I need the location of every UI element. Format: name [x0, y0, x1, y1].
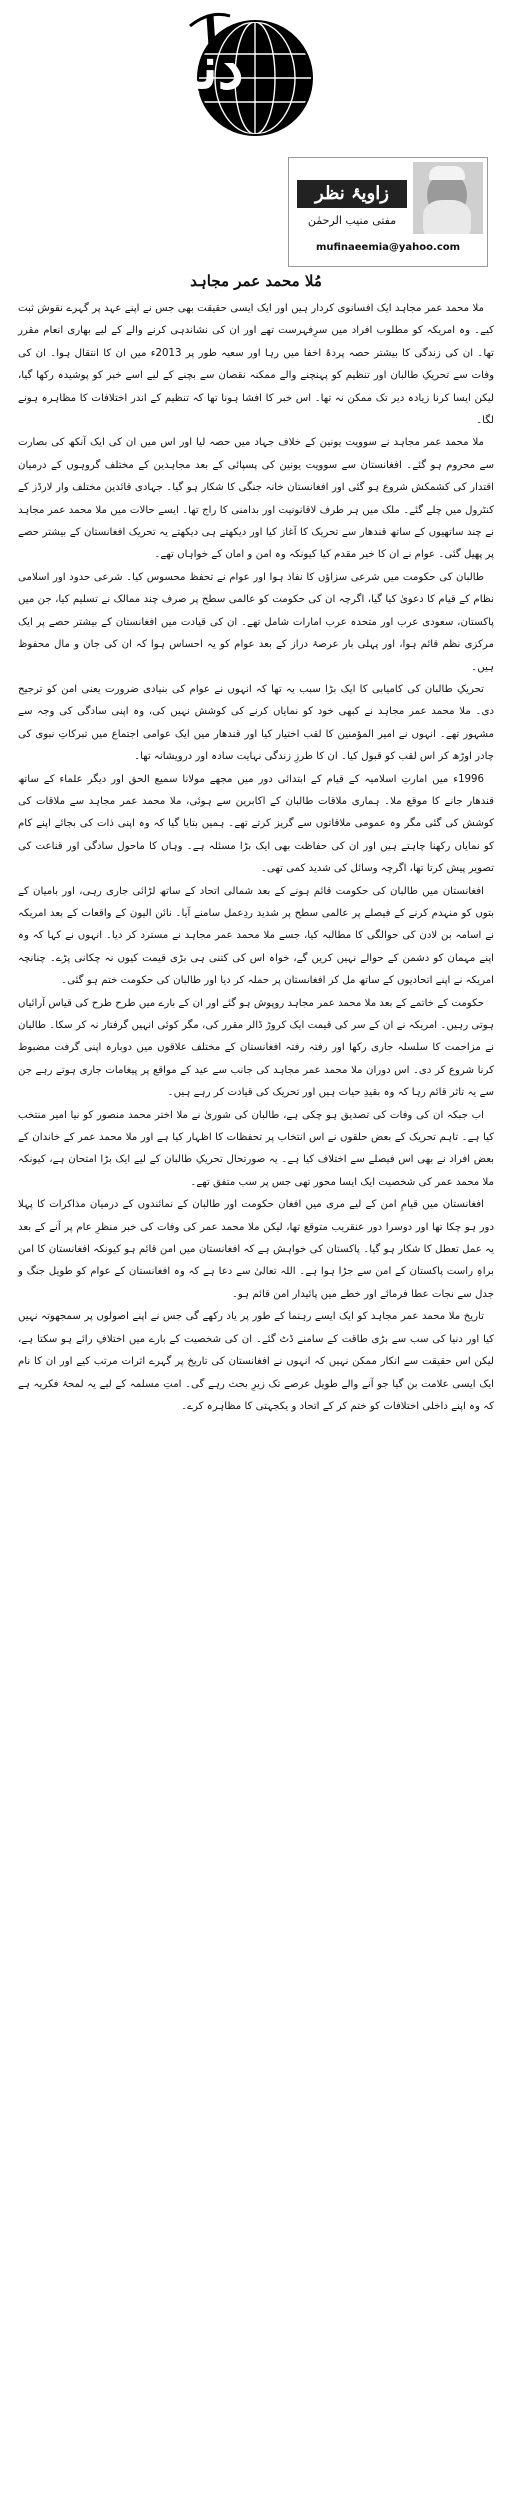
- masthead: [0, 0, 512, 150]
- author-email[interactable]: mufinaeemia@yahoo.com: [315, 242, 461, 253]
- author-photo: [413, 162, 483, 234]
- paragraph: افغانستان میں قیامِ امن کے لیے مری میں افغان حکومت اور طالبان کے نمائندوں کے درمیان مذاکرات کا پہلا دور ہو چکا تھا اور دوسرا دور عنقریب متوقع تھا، لیکن ملا محمد عمر کی وفات کی خبر منظرِ عام پر آنے کے بعد یہ عمل تعطل کا شکار ہو گیا۔ پاکستان کی خواہش ہے کہ افغانستان میں امن قائم ہو کیونکہ افغانستان کا امن براہِ راست پاکستان کے امن سے جڑا ہوا ہے۔ اللہ تعالیٰ سے دعا ہے کہ وہ افغانستان کے عوام کو طویل جنگ و جدل سے نجات عطا فرمائے اور خطے میں پائیدار امن قائم ہو۔: [18, 1199, 494, 1300]
- paragraph: تاریخ ملا محمد عمر مجاہد کو ایک ایسے رہنما کے طور پر یاد رکھے گی جس نے اپنے اصولوں پر سمجھوتہ نہیں کیا اور دنیا کی سب سے بڑی طاقت کے سامنے ڈٹ گئے۔ ان کی شخصیت کے بارے میں اختلافِ رائے ہو سکتا ہے، لیکن اس حقیقت سے انکار ممکن نہیں کہ انہوں نے افغانستان کی تاریخ پر گہرے اثرات مرتب کیے اور ان کا نام ایک ایسی علامت بن گیا جو آنے والے طویل عرصے تک زیرِ بحث رہے گی۔ امتِ مسلمہ کے لیے یہ لمحۂ فکریہ ہے کہ وہ اپنے داخلی اختلافات کو ختم کر کے اتحاد و یکجہتی کا مظاہرہ کرے۔: [18, 1311, 494, 1412]
- paragraph: طالبان کی حکومت میں شرعی سزاؤں کا نفاذ ہوا اور عوام نے تحفظ محسوس کیا۔ شرعی حدود اور اسلامی نظام کے قیام کا دعویٰ کیا گیا، اگرچہ ان کی حکومت کو عالمی سطح پر صرف چند ممالک نے تسلیم کیا، جن میں پاکستان، سعودی عرب اور متحدہ عرب امارات شامل تھے۔ ان کی قیادت میں افغانستان کے بیشتر حصے پر ایک مرکزی نظم قائم ہوا، اور پہلی بار عرصۂ دراز کے بعد عوام کو یہ احساس ہوا کہ ان کی جان و مال محفوظ ہیں۔: [18, 571, 494, 673]
- column-header: [288, 157, 488, 267]
- paragraph: تحریکِ طالبان کی کامیابی کا ایک بڑا سبب یہ تھا کہ انہوں نے عوام کی بنیادی ضرورت یعنی امن کو ترجیح دی۔ ملا محمد عمر مجاہد نے کبھی خود کو نمایاں کرنے کی کوشش نہیں کی، وہ اپنی سادگی کی وجہ سے مشہور تھے۔ انہوں نے امیر المؤمنین کا لقب اختیار کیا اور قندھار میں ایک عوامی اجتماع میں تبرکاتِ نبوی کی چادر اوڑھ کر اس لقب کو قبول کیا۔ ان کا طرزِ زندگی نہایت سادہ اور درویشانہ تھا۔: [18, 683, 494, 763]
- logo-text: دنیا: [166, 34, 244, 102]
- author-name: مفتی منیب الرحمٰن: [307, 214, 397, 227]
- article-body: [18, 298, 494, 1418]
- column-name: زاویۂ نظر: [297, 180, 407, 208]
- paragraph: ملا محمد عمر مجاہد نے سوویت یونین کے خلاف جہاد میں حصہ لیا اور اس میں ان کی ایک آنکھ کی بصارت سے محروم ہو گئے۔ افغانستان سے سوویت یونین کی پسپائی کے بعد مجاہدین کے مختلف گروہوں کے درمیان اقتدار کی کشمکش شروع ہو گئی اور افغانستان خانہ جنگی کا شکار ہو گیا۔ جہادی قائدین مختلف وار لارڈز کے کنٹرول میں چلے گئے۔ ملک میں ہر طرف لاقانونیت اور بدامنی کا راج تھا۔ ایسے حالات میں ملا محمد عمر مجاہد نے چند ساتھیوں کے ساتھ قندھار سے تحریک کا آغاز کیا اور دیکھتے ہی دیکھتے یہ تحریک افغانستان کے بیشتر حصے پر پھیل گئی۔ عوام نے ان کا خیر مقدم کیا کیونکہ وہ امن و امان کے خواہاں تھے۔: [18, 437, 494, 561]
- paragraph: حکومت کے خاتمے کے بعد ملا محمد عمر مجاہد روپوش ہو گئے اور ان کے بارے میں طرح طرح کی قیاس آرائیاں ہوتی رہیں۔ امریکہ نے ان کے سر کی قیمت ایک کروڑ ڈالر مقرر کی، مگر کوئی انہیں گرفتار نہ کر سکا۔ طالبان نے مزاحمت کا سلسلہ جاری رکھا اور رفتہ رفتہ افغانستان کے مختلف علاقوں میں دوبارہ اپنی گرفت مضبوط کرنا شروع کر دی۔ اس دوران ملا محمد عمر مجاہد کی جانب سے عید کے مواقع پر پیغامات جاری ہوتے رہے جن سے یہ تاثر قائم رہا کہ وہ بقیدِ حیات ہیں اور تحریک کی قیادت کر رہے ہیں۔: [18, 997, 494, 1099]
- paragraph: اب جبکہ ان کی وفات کی تصدیق ہو چکی ہے، طالبان کی شوریٰ نے ملا اختر محمد منصور کو نیا امیر منتخب کیا ہے۔ تاہم تحریک کے بعض حلقوں نے اس انتخاب پر تحفظات کا اظہار کیا ہے اور ملا محمد عمر کے خاندان کے بعض افراد نے بھی اس فیصلے سے اختلاف کیا ہے۔ یہ صورتحال تحریکِ طالبان کے لیے ایک بڑا امتحان ہے، کیونکہ ملا محمد عمر کی شخصیت ایک ایسا محور تھی جس پر سب متفق تھے۔: [18, 1109, 494, 1188]
- paragraph: افغانستان میں طالبان کی حکومت قائم ہونے کے بعد شمالی اتحاد کے ساتھ لڑائی جاری رہی، اور بامیان کے بتوں کو منہدم کرنے کے فیصلے پر عالمی سطح پر شدید ردِعمل سامنے آیا۔ نائن الیون کے واقعات کے بعد امریکہ نے اسامہ بن لادن کی حوالگی کا مطالبہ کیا، جسے ملا محمد عمر مجاہد نے مسترد کر دیا۔ انہوں نے کہا کہ وہ اپنے مہمان کو دشمن کے حوالے نہیں کریں گے، خواہ اس کی کتنی ہی بڑی قیمت کیوں نہ چکانی پڑے۔ چنانچہ امریکہ نے اپنے اتحادیوں کے ساتھ مل کر افغانستان پر حملہ کر دیا اور طالبان کی حکومت ختم ہو گئی۔: [18, 885, 494, 987]
- paragraph: 1996ء میں امارتِ اسلامیہ کے قیام کے ابتدائی دور میں مجھے مولانا سمیع الحق اور دیگر علماء کے ساتھ قندھار جانے کا موقع ملا۔ ہماری ملاقات طالبان کے اکابرین سے ہوئی، ملا محمد عمر مجاہد سے ملاقات کی کوشش کی گئی مگر وہ عمومی ملاقاتوں سے گریز کرتے تھے۔ ہمیں بتایا گیا کہ وہ اپنی ذات کی بجائے اپنے کام کو نمایاں رکھنا چاہتے ہیں اور ان کی حفاظت بھی ایک بڑا مسئلہ ہے۔ وہاں کا ماحول سادگی اور قناعت کی تصویر پیش کرتا تھا، اگرچہ وسائل کی شدید کمی تھی۔: [18, 773, 494, 875]
- article-headline: مُلا محمد عمر مجاہد: [190, 272, 322, 290]
- paragraph: ملا محمد عمر مجاہد ایک افسانوی کردار ہیں اور ایک ایسی حقیقت بھی جس نے اپنے عہد پر گہرے نقوش ثبت کیے۔ وہ امریکہ کو مطلوب افراد میں سرِفہرست تھے اور ان کی نشاندہی کرنے والے کے لیے بھاری انعام مقرر تھا۔ ان کی زندگی کا بیشتر حصہ پردۂ اخفا میں رہا اور سعیہ طور پر 2013ء میں ان کا انتقال ہوا۔ ان کی وفات سے تحریکِ طالبان اور تنظیم کو پہنچنے والے ممکنہ نقصان سے بچنے کے لیے اسے خبر کو پوشیدہ رکھا گیا، لیکن ایسا کرنا زیادہ دیر تک ممکن نہ تھا۔ اس خبر کا افشا ہونا تھا کہ تنظیم کے اندر اختلافات کا مظاہرہ ہونے لگا۔: [18, 303, 494, 427]
